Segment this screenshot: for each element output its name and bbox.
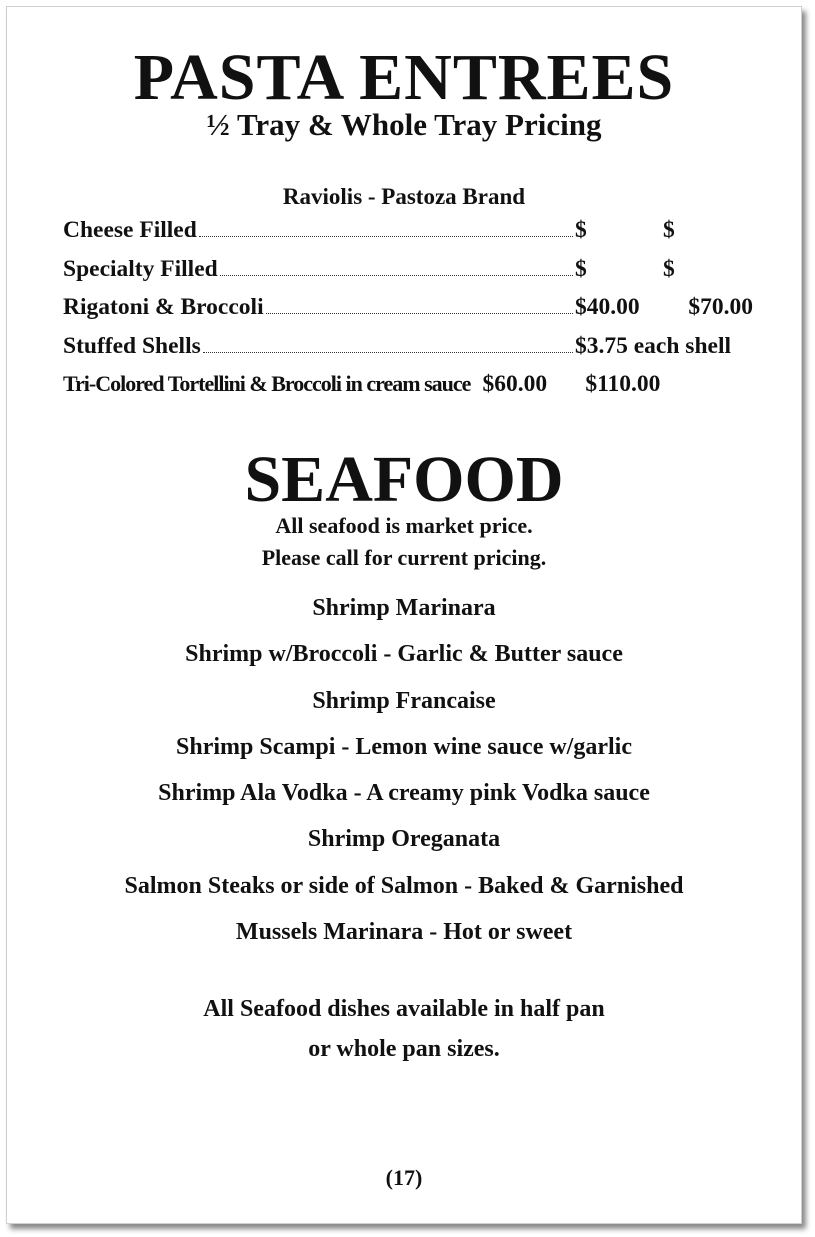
pasta-item <box>63 256 753 295</box>
pasta-item-name: Specialty Filled <box>63 255 218 282</box>
dot-leader <box>266 312 573 314</box>
half-tray-price: $ <box>575 255 587 282</box>
seafood-availability-note <box>7 989 801 1069</box>
pasta-item <box>63 294 753 333</box>
pasta-item-name: Tri-Colored Tortellini & Broccoli in cream sauce <box>63 371 471 396</box>
seafood-item: Salmon Steaks or side of Salmon - Baked & Garnished <box>124 872 684 899</box>
seafood-item: Shrimp w/Broccoli - Garlic & Butter sauce <box>185 641 623 668</box>
menu-page <box>6 6 802 1224</box>
whole-tray-price: $110.00 <box>585 371 661 397</box>
seafood-item: Shrimp Francaise <box>312 687 496 714</box>
dot-leader <box>220 274 573 276</box>
half-tray-price: $40.00 <box>575 294 640 320</box>
seafood-price-note <box>7 510 801 574</box>
pasta-item <box>63 217 753 256</box>
pasta-subtitle: ½ Tray & Whole Tray Pricing <box>206 107 602 142</box>
pasta-item-name: Stuffed Shells <box>63 332 201 359</box>
page-number: (17) <box>385 1165 423 1190</box>
seafood-item: Shrimp Marinara <box>312 595 496 621</box>
seafood-item: Mussels Marinara - Hot or sweet <box>235 919 573 946</box>
dot-leader <box>199 235 573 237</box>
pasta-item-name: Rigatoni & Broccoli <box>63 294 264 320</box>
pasta-price-list <box>63 217 753 410</box>
pasta-title: PASTA ENTREES <box>133 41 675 114</box>
availability-line: All Seafood dishes available in half pan <box>203 996 605 1022</box>
seafood-note-line: Please call for current pricing. <box>261 545 547 570</box>
seafood-item: Shrimp Ala Vodka - A creamy pink Vodka sauce <box>158 780 650 807</box>
whole-tray-price: $ <box>663 217 675 243</box>
dot-leader <box>203 351 573 353</box>
ravioli-section-label: Raviolis - Pastoza Brand <box>282 184 526 209</box>
whole-tray-price: $70.00 <box>688 294 753 320</box>
seafood-note-line: All seafood is market price. <box>275 513 533 538</box>
whole-tray-price: $ <box>663 255 675 282</box>
pasta-item <box>63 333 753 372</box>
per-shell-price: $3.75 each shell <box>575 332 732 359</box>
half-tray-price: $60.00 <box>482 371 548 397</box>
availability-line: or whole pan sizes. <box>308 1036 500 1062</box>
seafood-item: Shrimp Oreganata <box>307 826 501 853</box>
seafood-title: SEAFOOD <box>244 443 564 516</box>
seafood-item: Shrimp Scampi - Lemon wine sauce w/garlic <box>176 733 632 760</box>
half-tray-price: $ <box>575 217 587 243</box>
pasta-item-name: Cheese Filled <box>63 217 197 243</box>
seafood-list <box>7 585 801 955</box>
pasta-item <box>63 371 753 410</box>
